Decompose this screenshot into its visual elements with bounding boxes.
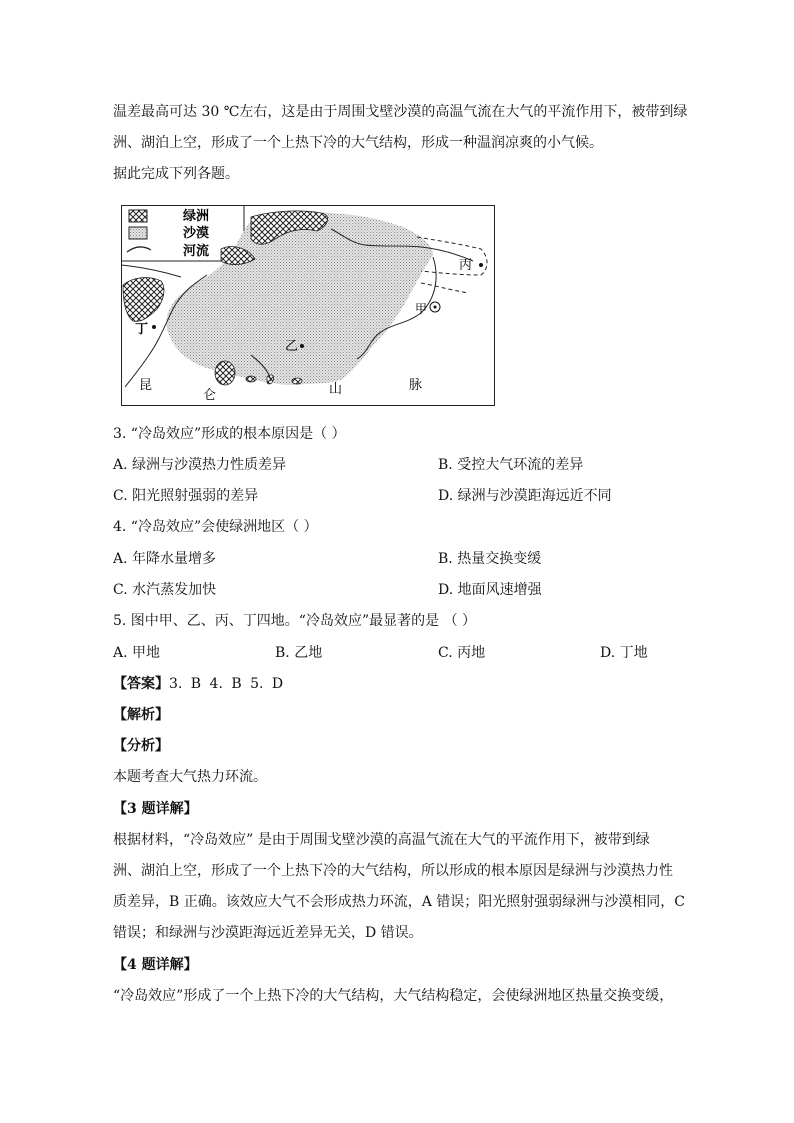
answer-label: 【答案】	[113, 676, 169, 692]
q3-option-b: B. 受控大气环流的差异	[438, 457, 584, 473]
answer-line	[113, 674, 283, 694]
q4-stem: 4. “冷岛效应”会使绿洲地区（ ）	[113, 519, 318, 535]
q4-detail-line-1: “冷岛效应”形成了一个上热下冷的大气结构，大气结构稳定，会使绿洲地区热量交换变缓，	[113, 988, 674, 1004]
intro-line-1: 温差最高可达 30 ℃左右，这是由于周围戈壁沙漠的高温气流在大气的平流作用下，被带到绿	[113, 104, 688, 120]
label-bing: 丙	[459, 258, 473, 273]
q5-option-d: D. 丁地	[600, 645, 648, 661]
point-yi	[300, 344, 304, 348]
label-jia: 甲	[415, 302, 428, 316]
point-jia	[434, 306, 437, 309]
q3-option-d: D. 绿洲与沙漠距海远近不同	[438, 488, 612, 504]
jiexi-heading: 【解析】	[113, 707, 169, 723]
q4-option-b: B. 热量交换变缓	[438, 551, 542, 567]
label-ding: 丁	[135, 322, 149, 337]
legend-oasis-label: 绿洲	[183, 209, 210, 224]
q5-option-c: C. 丙地	[438, 645, 486, 661]
label-mai: 脉	[409, 378, 423, 393]
oasis-south-4	[292, 378, 302, 384]
oasis-south-2	[246, 376, 256, 382]
q4-detail-heading: 【4 题详解】	[113, 957, 198, 973]
oasis-desert-map	[121, 205, 495, 406]
q3-detail-line-3: 质差异，B 正确。该效应大气不会形成热力环流，A 错误；阳光照射强弱绿洲与沙漠相同，C	[113, 894, 686, 910]
q3-option-a: A. 绿洲与沙漠热力性质差异	[113, 457, 287, 473]
legend-oasis-swatch	[129, 210, 147, 222]
q5-option-b: B. 乙地	[275, 645, 323, 661]
q4-option-c: C. 水汽蒸发加快	[113, 582, 217, 598]
answer-text: 3. B 4. B 5. D	[169, 676, 284, 692]
q5-option-a: A. 甲地	[113, 645, 161, 661]
point-ding	[152, 325, 156, 329]
q3-detail-line-1: 根据材料，“冷岛效应” 是由于周围戈壁沙漠的高温气流在大气的平流作用下，被带到绿	[113, 832, 650, 848]
label-kun: 昆	[139, 378, 153, 393]
legend-desert-label: 沙漠	[183, 226, 210, 241]
label-lun: 仑	[203, 388, 217, 403]
label-yi: 乙	[285, 339, 299, 354]
q3-stem: 3. “冷岛效应”形成的根本原因是（ ）	[113, 426, 346, 442]
label-shan: 山	[329, 382, 343, 397]
fenxi-heading: 【分析】	[113, 738, 169, 754]
q4-option-d: D. 地面风速增强	[438, 582, 542, 598]
q3-detail-line-4: 错误；和绿洲与沙漠距海远近差异无关，D 错误。	[113, 925, 423, 941]
point-bing	[479, 263, 483, 267]
intro-line-2: 洲、湖泊上空，形成了一个上热下冷的大气结构，形成一种温润凉爽的小气候。	[113, 135, 603, 151]
legend-river-label: 河流	[183, 244, 210, 259]
oasis-south-1	[215, 361, 235, 385]
intro-line-3: 据此完成下列各题。	[113, 166, 239, 182]
q5-stem: 5. 图中甲、乙、丙、丁四地。“冷岛效应”最显著的是 （ ）	[113, 613, 477, 629]
legend-desert-swatch	[129, 227, 147, 239]
q3-detail-line-2: 洲、湖泊上空，形成了一个上热下冷的大气结构，所以形成的根本原因是绿洲与沙漠热力性	[113, 863, 673, 879]
topic-line: 本题考查大气热力环流。	[113, 769, 267, 785]
q3-detail-heading: 【3 题详解】	[113, 801, 198, 817]
q4-option-a: A. 年降水量增多	[113, 551, 217, 567]
q3-option-c: C. 阳光照射强弱的差异	[113, 488, 259, 504]
